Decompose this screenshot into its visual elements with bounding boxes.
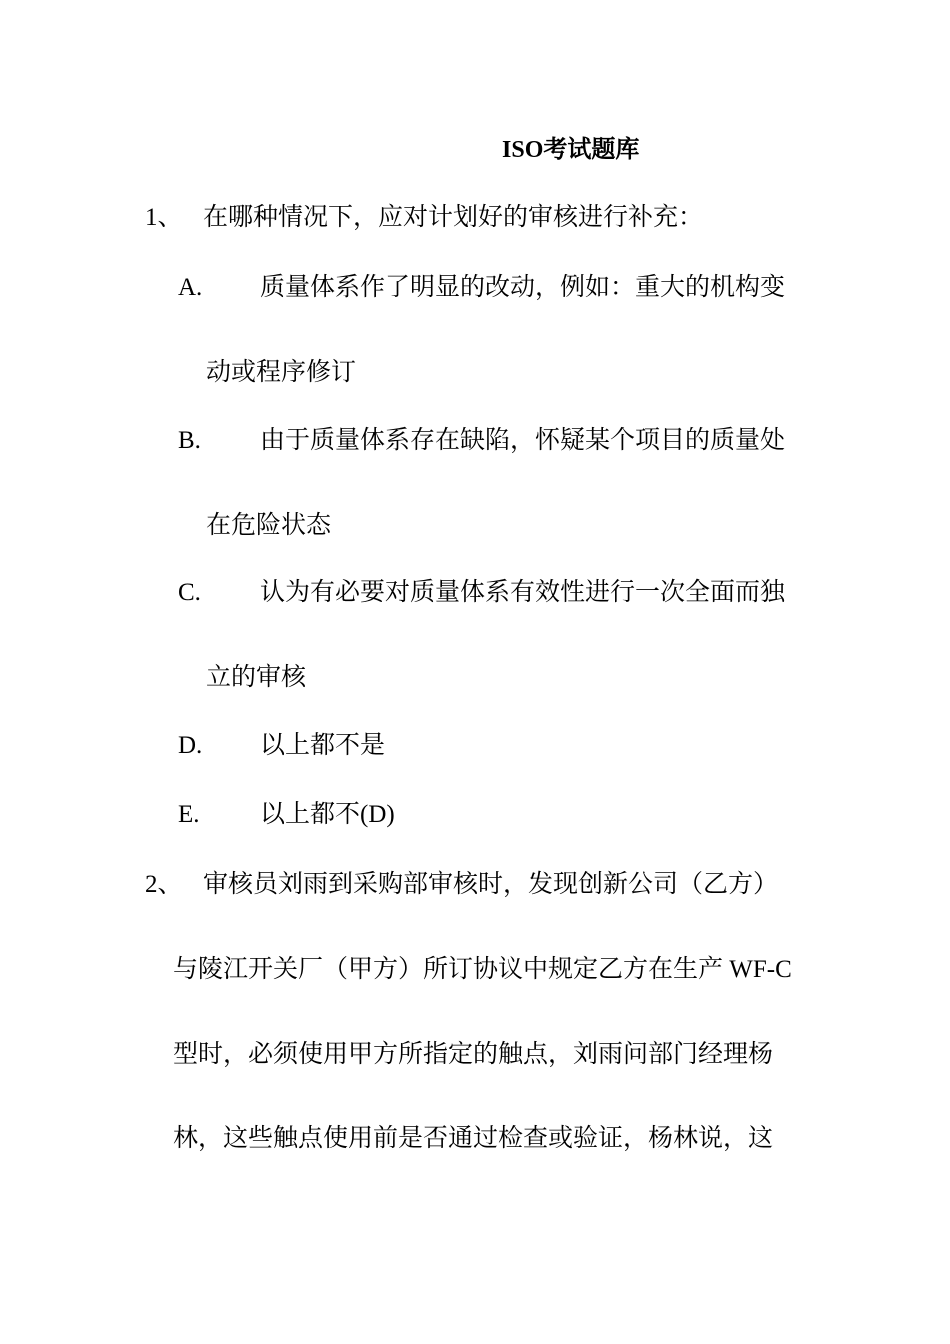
option-d-text: 以上都不是 [260,732,386,759]
option-b-text-line1: 由于质量体系存在缺陷，怀疑某个项目的质量处 [260,427,786,454]
option-e-text: 以上都不(D) [260,801,395,828]
question-2-line1: 审核员刘雨到采购部审核时，发现创新公司（乙方） [203,871,779,898]
option-c-text-line2: 立的审核 [206,664,307,691]
question-2-line2: 与陵江开关厂（甲方）所订协议中规定乙方在生产 WF-C [173,956,792,983]
question-1-number: 1、 [145,204,183,231]
option-a-letter: A. [178,274,203,301]
option-e-letter: E. [178,801,200,828]
option-c-text-line1: 认为有必要对质量体系有效性进行一次全面而独 [260,579,786,606]
question-1-text: 在哪种情况下，应对计划好的审核进行补充： [203,204,704,231]
option-a-text-line2: 动或程序修订 [206,359,357,386]
option-c-letter: C. [178,579,201,606]
page-title: ISO考试题库 [502,137,640,163]
question-2-line3: 型时，必须使用甲方所指定的触点，刘雨问部门经理杨 [173,1041,774,1068]
question-2-line4: 林，这些触点使用前是否通过检查或验证，杨林说，这 [173,1125,774,1152]
option-b-letter: B. [178,427,201,454]
option-b-text-line2: 在危险状态 [206,512,332,539]
question-2-number: 2、 [145,871,183,898]
option-a-text-line1: 质量体系作了明显的改动，例如：重大的机构变 [260,274,786,301]
option-d-letter: D. [178,732,203,759]
